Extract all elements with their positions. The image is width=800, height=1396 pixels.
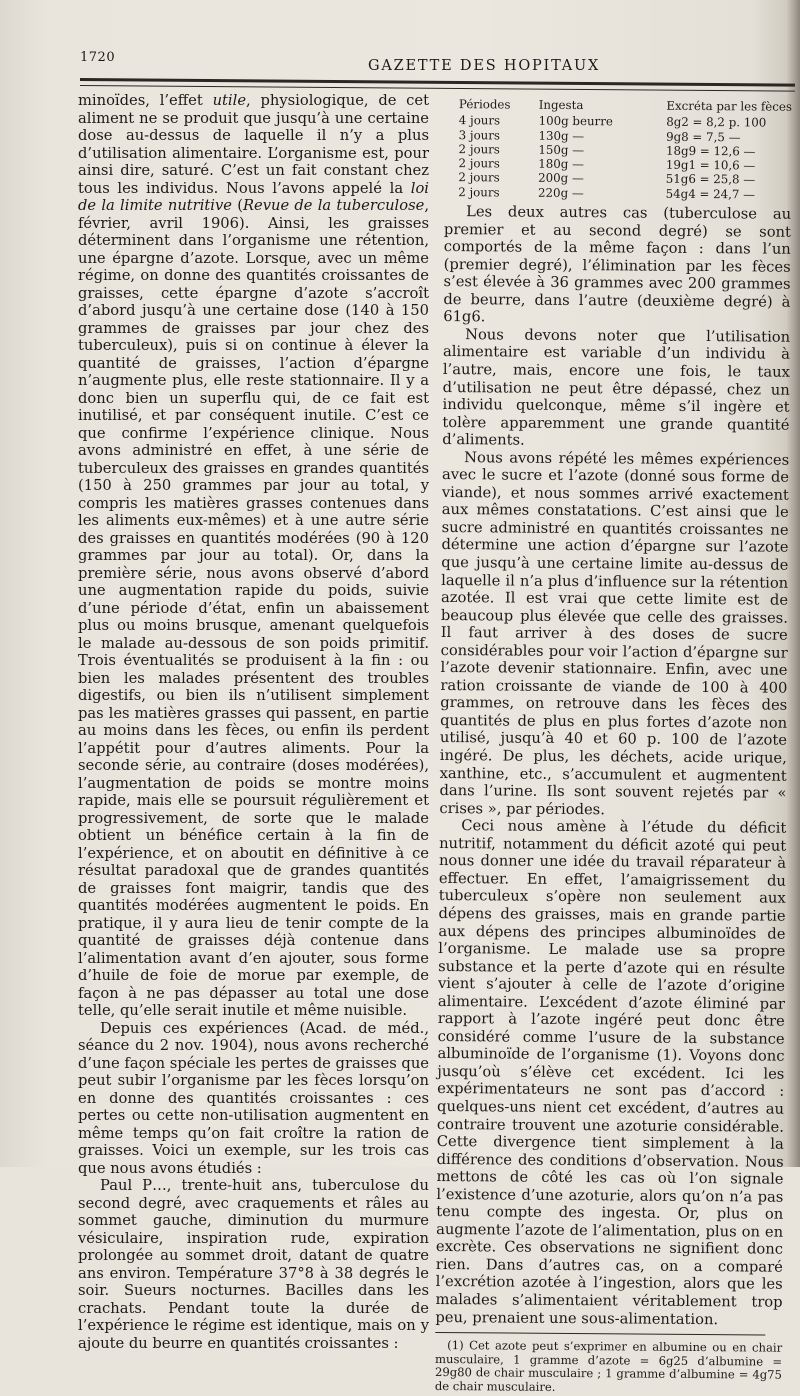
- header-excreta: Excréta par les fèces: [666, 98, 792, 114]
- table-row: 2 jours 180g — 19g1 = 10,6 —: [458, 156, 756, 173]
- table-row: 3 jours 130g — 9g8 = 7,5 —: [458, 127, 741, 144]
- left-paragraph-2: Depuis ces expériences (Acad. de méd., séance du 2 nov. 1904), nous avons recherché d’une façon spéciale les pertes de graisses que peut subir l’organisme par les fèces lorsqu’on en donne des quantités croissantes : ces pertes ou cette non-utilisation augmentent en même temps qu’on fait croître la ration de graisses. Voici un exemple, sur les trois cas que nous avons étudiés :: [78, 1019, 429, 1177]
- table-row: 2 jours 220g — 54g4 = 24,7 —: [458, 184, 756, 202]
- footnote-rule: [435, 1332, 765, 1336]
- right-paragraph-2: Nous devons noter que l’utilisation alimentaire est variable d’un individu à l’autre, mais, encore une fois, le taux d’utilisation ne peut être dépassé, chez un individu quelconque, même s’il ingère et tolère apparemment une grande quantité d’aliments.: [442, 326, 791, 449]
- left-paragraph-3: Paul P…, trente-huit ans, tuberculose du second degré, avec craquements et râles au sommet gauche, diminution du murmure vésiculaire, inspiration rude, expiration prolongée au sommet droit, datant de quatre ans environ. Température 37°8 à 38 degrés le soir. Sueurs nocturnes. Bacilles dans les crachats. Pendant toute la durée de l’expérience le régime est identique, mais on y ajoute du beurre en quantités croissantes :: [78, 1177, 429, 1352]
- table-row: 4 jours 100g beurre 8g2 = 8,2 p. 100: [458, 113, 767, 130]
- right-paragraph-3: Nous avons répété les mêmes expériences avec le sucre et l’azote (donné sous forme de viande), et nous sommes arrivé exactement aux mêmes constatations. C’est ainsi que le sucre administré en quantités croissantes ne détermine une action d’épargne sur l’azote que jusqu’à une certaine limite au-dessus de laquelle il n’a plus d’influence sur la rétention azotée. Il est vrai que cette limite est de beaucoup plus élevée que celle des graisses. Il faut arriver à des doses de sucre considérables pour voir l’action d’épargne sur l’azote devenir stationnaire. Enfin, avec une ration croissante de viande de 100 à 400 grammes, on retrouve dans les fèces des quantités de plus en plus fortes d’azote non utilisé, jusqu’à 40 et 60 p. 100 de l’azote ingéré. De plus, les déchets, acide urique, xanthine, etc., s’accumulent et augmentent dans l’urine. Ils sont souvent rejetés par « crises », par périodes.: [439, 448, 790, 818]
- header-periods: Périodes: [458, 97, 511, 112]
- butter-intake-table: [446, 97, 792, 202]
- table-row: 2 jours 200g — 51g6 = 25,8 —: [458, 170, 756, 187]
- footnote: [435, 1339, 782, 1396]
- header-ingesta: Ingesta: [538, 97, 584, 113]
- right-paragraph-1: Les deux autres cas (tuberculose au premier et au second degré) se sont comportés de la même façon : dans l’un (premier degré), l’élimination par les fèces s’est élevée à 36 grammes avec 200 grammes de beurre, dans l’autre (deuxième degré) à 61g6.: [443, 203, 792, 326]
- table-row: 2 jours 150g — 18g9 = 12,6 —: [458, 141, 756, 159]
- page-number: 1720: [80, 50, 116, 65]
- right-column: [435, 97, 792, 1396]
- right-paragraph-4: Ceci nous amène à l’étude du déficit nutritif, notamment du déficit azoté qui peut nous donner une idée du travail réparateur à effectuer. En effet, l’amaigrissement du tuberculeux s’opère non seulement aux dépens des graisses, mais en grande partie aux dépens des principes albuminoïdes de l’organisme. Le malade use sa propre substance et la perte d’azote qui en résulte vient s’ajouter à celle de l’azote d’origine alimentaire. L’excédent d’azote éliminé par rapport à l’azote ingéré peut donc être considéré comme l’usure de la substance albuminoïde de l’organisme (1). Voyons donc jusqu’où s’élève cet excédent. Ici les expérimentateurs ne sont pas d’accord : quelques-uns nient cet excédent, d’autres au contraire trouvent une azoturie considérable. Cette divergence tient simplement à la différence des conditions d’observation. Nous mettons de côté les cas où l’on signale l’existence d’une azoturie, alors qu’on n’a pas tenu compte des ingesta. Or, plus on augmente l’azote de l’alimentation, plus on en excrète. Ces observations ne signifient donc rien. Dans d’autres cas, on a comparé l’excrétion azotée à l’ingestion, alors que les malades s’alimentaient véritablement trop peu, prenaient une sous-alimentation.: [435, 817, 787, 1328]
- left-column: [78, 92, 429, 1352]
- running-title: GAZETTE DES HOPITAUX: [368, 58, 601, 74]
- footnote-text: (1) Cet azote peut s’exprimer en albumine ou en chair musculaire, 1 gramme d’azote = 6g25 d’albumine = 29g80 de chair musculaire ; 1 gramme d’albumine = 4g75 de chair musculaire.: [434, 1338, 783, 1394]
- left-paragraph-1: minoïdes, l’effet utile, physiologique, de cet aliment ne se produit que jusqu’à une certaine dose au-dessus de laquelle il n’y a plus d’utilisation alimentaire. L’organisme est, pour ainsi dire, saturé. C’est un fait constant chez tous les individus. Nous l’avons appelé la loi de la limite nutritive (Revue de la tuberculose, février, avril 1906). Ainsi, les graisses déterminent dans l’organisme une rétention, une épargne d’azote. Lorsque, avec un même régime, on donne des quantités croissantes de graisses, cette épargne d’azote s’accroît d’abord jusqu’à une certaine dose (140 à 150 grammes de graisses par jour chez des tuberculeux), puis si on continue à élever la quantité de graisses, l’action d’épargne n’augmente plus, elle reste stationnaire. Il y a donc bien un superflu qui, de ce fait est inutilisé, et par conséquent inutile. C’est ce que confirme l’expérience clinique. Nous avons administré en effet, à une série de tuberculeux des graisses en grandes quantités (150 à 250 grammes par jour au total, y compris les matières grasses contenues dans les aliments eux-mêmes) et à une autre série des graisses en quantités modérées (90 à 120 grammes par jour au total). Or, dans la première série, nous avons observé d’abord une augmentation rapide du poids, suivie d’une période d’état, enfin un abaissement plus ou moins brusque, amenant quelquefois le malade au-dessous de son poids primitif. Trois éventualités se produisent à la fin : ou bien les malades présentent des troubles digestifs, ou bien ils n’utilisent simplement pas les matières grasses qui passent, en partie au moins dans les fèces, ou enfin ils perdent l’appétit pour d’autres aliments. Pour la seconde série, au contraire (doses modérées), l’augmentation de poids se montre moins rapide, mais elle se poursuit régulièrement et progressivement, de sorte que le malade obtient un bénéfice certain à la fin de l’expérience, et on aboutit en définitive à ce résultat paradoxal que de grandes quantités de graisses font maigrir, tandis que des quantités modérées augmentent le poids. En pratique, il y aura lieu de tenir compte de la quantité de graisses déjà contenue dans l’alimentation avant d’en ajouter, sous forme d’huile de foie de morue par exemple, de façon à ne pas dépasser au total une dose telle, qu’elle serait inutile et même nuisible.: [78, 92, 430, 1019]
